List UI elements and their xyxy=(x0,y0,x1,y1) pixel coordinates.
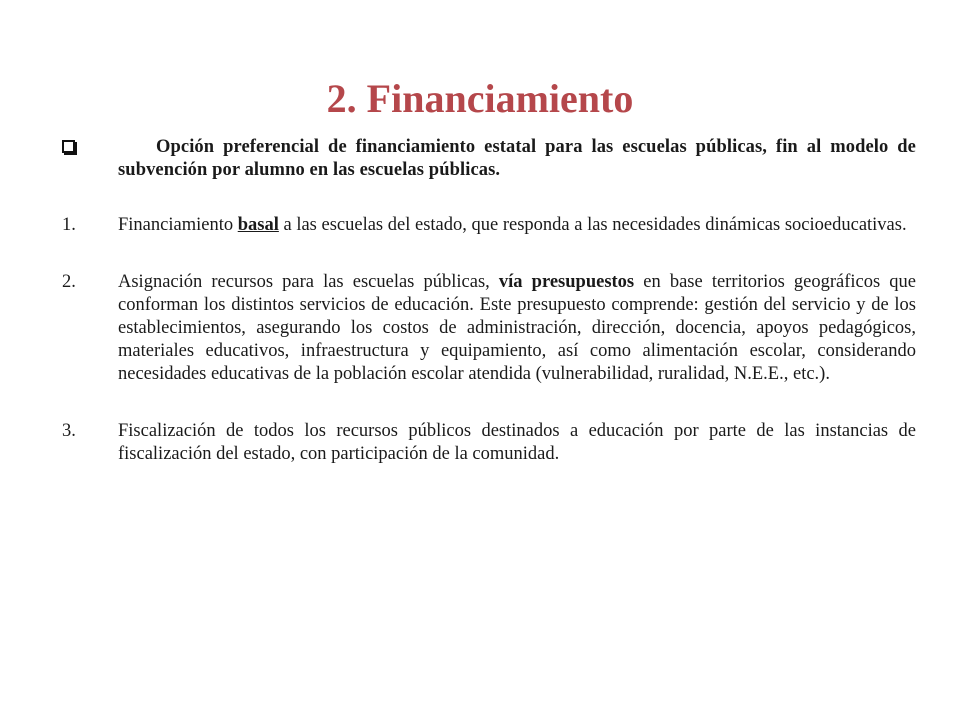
list-item-text-part: en base territorios geográficos que conforman los distintos servicios de educación. Este presupuesto comprende: gestión del servicio y de los establecimientos, asegurando los costos de administración, dirección, docencia, apoyos pedagógicos, materiales educativos, infraestructura y equipamiento, así como alimentación escolar, considerando necesidades educativas de la población escolar atendida (vulnerabilidad, ruralidad, N.E.E., etc.). xyxy=(118,272,917,384)
list-item-text xyxy=(118,214,916,237)
list-item-number: 1. xyxy=(62,215,76,235)
list-item-text-part: Financiamiento xyxy=(118,215,238,235)
list-item-2 xyxy=(62,271,916,386)
list-item-3 xyxy=(62,420,916,466)
main-bullet-text: Opción preferencial de financiamiento estatal para las escuelas públicas, fin al modelo de subvención por alumno en las escuelas públicas. xyxy=(118,137,916,180)
numbered-list xyxy=(62,214,916,500)
list-item-text xyxy=(118,271,916,386)
list-item-text: Fiscalización de todos los recursos públicos destinados a educación por parte de las instancias de fiscalización del estado, con participación de la comunidad. xyxy=(118,421,916,464)
checkbox-bullet-icon xyxy=(62,140,75,153)
emphasis-via-presupuestos: vía presupuestos xyxy=(498,272,635,292)
emphasis-basal: basal xyxy=(237,215,279,235)
list-item-1 xyxy=(62,214,916,237)
list-item-text-part: Asignación recursos para las escuelas públicas, xyxy=(118,272,499,292)
list-item-number: 3. xyxy=(62,421,76,441)
main-bullet xyxy=(62,136,916,182)
list-item-text-part: a las escuelas del estado, que responda a las necesidades dinámicas socioeducativas. xyxy=(278,215,907,235)
slide-title: 2. Financiamiento xyxy=(326,75,634,121)
list-item-number: 2. xyxy=(62,272,76,292)
